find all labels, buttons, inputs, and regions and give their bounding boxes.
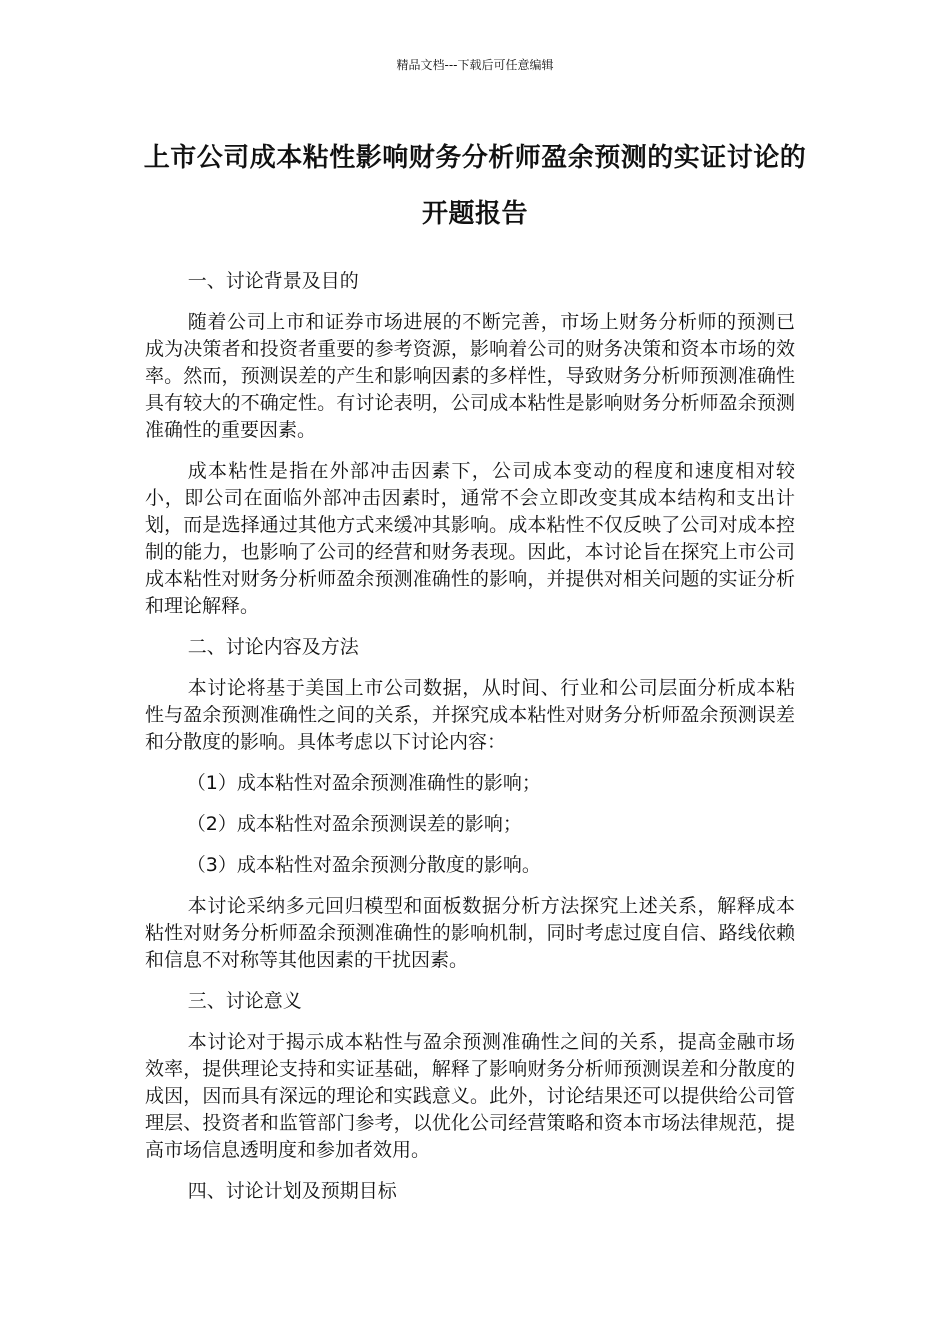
paragraph-significance: 本讨论对于揭示成本粘性与盈余预测准确性之间的关系，提高金融市场效率，提供理论支持和实证基础，解释了影响财务分析师预测误差和分散度的成因，因而具有深远的理论和实践意义。此外，讨论结果还可以提供给公司管理层、投资者和监管部门参考，以优化公司经营策略和资本市场法律规范，提高市场信息透明度和参加者效用。 [145,1031,795,1161]
section-heading-content-method: 二、讨论内容及方法 [187,636,359,658]
document-title: 上市公司成本粘性影响财务分析师盈余预测的实证讨论的开题报告 [143,143,807,229]
section-heading-background: 一、讨论背景及目的 [187,270,359,292]
paragraph-content-method: 本讨论采纳多元回归模型和面板数据分析方法探究上述关系，解释成本粘性对财务分析师盈余预测准确性的影响机制，同时考虑过度自信、路线依赖和信息不对称等其他因素的干扰因素。 [145,895,795,971]
section-heading-significance: 三、讨论意义 [187,990,302,1012]
section-heading-plan: 四、讨论计划及预期目标 [187,1180,397,1202]
list-item: （3）成本粘性对盈余预测分散度的影响。 [186,854,541,876]
page-header-note: 精品文档---下载后可任意编辑 [396,58,554,72]
paragraph-background-1: 随着公司上市和证券市场进展的不断完善，市场上财务分析师的预测已成为决策者和投资者重要的参考资源，影响着公司的财务决策和资本市场的效率。然而，预测误差的产生和影响因素的多样性，导致财务分析师预测准确性具有较大的不确定性。有讨论表明，公司成本粘性是影响财务分析师盈余预测准确性的重要因素。 [145,311,795,441]
paragraph-content-intro: 本讨论将基于美国上市公司数据，从时间、行业和公司层面分析成本粘性与盈余预测准确性之间的关系，并探究成本粘性对财务分析师盈余预测误差和分散度的影响。具体考虑以下讨论内容： [145,677,795,753]
paragraph-background-2: 成本粘性是指在外部冲击因素下，公司成本变动的程度和速度相对较小，即公司在面临外部冲击因素时，通常不会立即改变其成本结构和支出计划，而是选择通过其他方式来缓冲其影响。成本粘性不仅反映了公司对成本控制的能力，也影响了公司的经营和财务表现。因此，本讨论旨在探究上市公司成本粘性对财务分析师盈余预测准确性的影响，并提供对相关问题的实证分析和理论解释。 [145,460,795,617]
list-item: （2）成本粘性对盈余预测误差的影响； [186,813,522,835]
list-item: （1）成本粘性对盈余预测准确性的影响； [186,772,541,794]
document-body [145,268,795,1219]
